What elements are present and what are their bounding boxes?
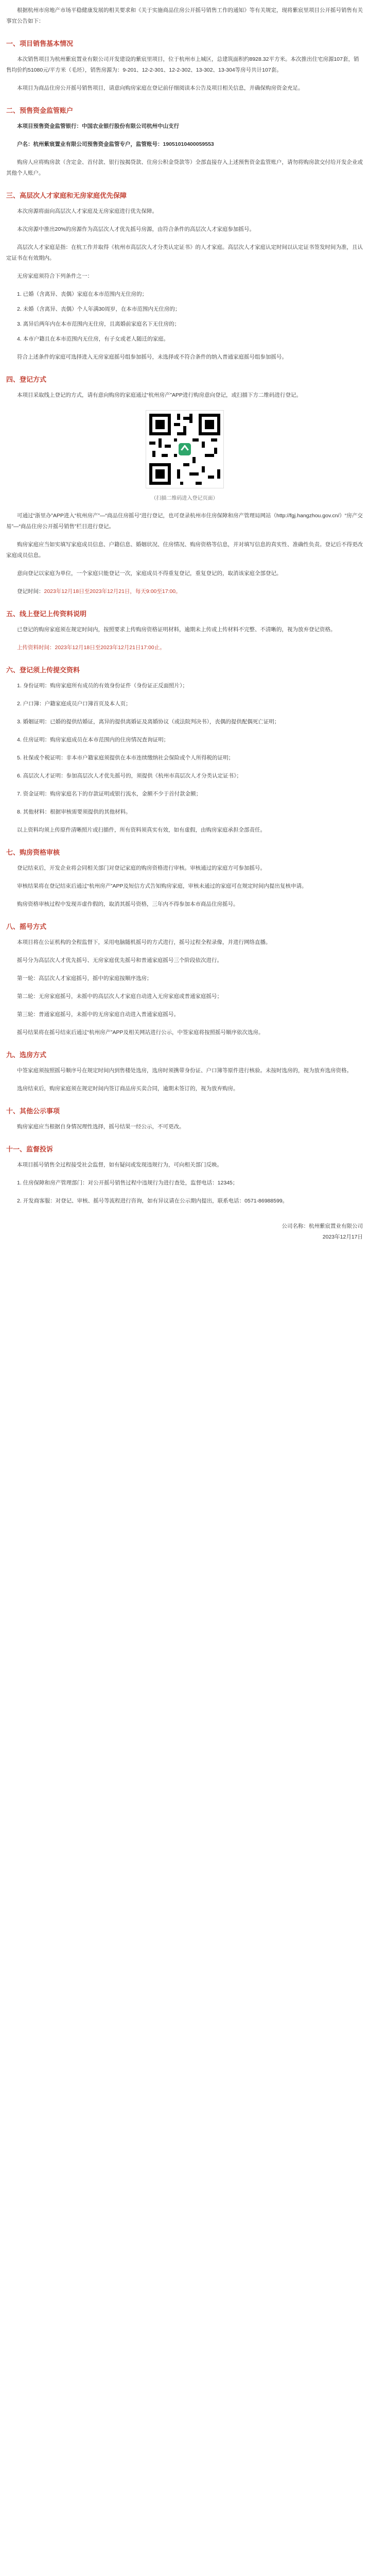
highlight-paragraph: 上传资料时间：2023年12月18日至2023年12月21日17:00止。 bbox=[17, 645, 165, 651]
section-paragraph: 第三轮：普通家庭摇号，未摇中的无房家庭自动进入普通家庭摇号。 bbox=[17, 1011, 179, 1018]
section-paragraph: 选房结束后，购房家庭须在规定时间内签订商品房买卖合同，逾期未签订的，视为放弃购房。 bbox=[17, 1086, 239, 1092]
section-title: 二、预售资金监管账户 bbox=[6, 107, 74, 114]
section-paragraph: 1. 身份证明：购房家庭所有成员的有效身份证件（身份证正反面照片）； bbox=[17, 683, 188, 689]
condition-list bbox=[6, 289, 363, 345]
section-title: 十一、监督投诉 bbox=[6, 1145, 54, 1153]
section-paragraph: 6. 高层次人才证明：参加高层次人才优先摇号的，须提供《杭州市高层次人才分类认定证书》； bbox=[17, 773, 242, 779]
section-paragraph: 第一轮：高层次人才家庭摇号，摇中的家庭按顺序选房； bbox=[17, 975, 152, 981]
section-paragraph: 购房家庭应当根据自身情况理性选择，摇号结果一经公示，不可更改。 bbox=[17, 1124, 185, 1130]
section-paragraph: 本次房源将面向高层次人才家庭及无房家庭进行优先保障。 bbox=[17, 208, 157, 214]
section-title: 十、其他公示事项 bbox=[6, 1107, 60, 1115]
section-paragraph: 第二轮：无房家庭摇号，未摇中的高层次人才家庭自动进入无房家庭或普通家庭摇号； bbox=[17, 993, 222, 999]
section-paragraph: 摇号结果将在摇号结束后通过“杭州房产”APP及相关网站进行公示，中签家庭将按照摇号顺序依次选房。 bbox=[17, 1029, 264, 1036]
list-item: 3. 离异后两年内在本市范围内无住房，且离婚前家庭名下无住房的； bbox=[17, 321, 180, 327]
section-paragraph: 审核结果将在登记结束后通过“杭州房产”APP及短信方式告知购房家庭，审核未通过的家庭可在规定时间内提出复核申请。 bbox=[17, 883, 307, 889]
section-paragraph: 购房资格审核过程中发现弄虚作假的，取消其摇号资格，三年内不得参加本市商品住房摇号。 bbox=[17, 901, 239, 907]
section-paragraph: 4. 住房证明：购房家庭成员在本市范围内的住房情况查询证明； bbox=[17, 737, 169, 743]
intro-paragraph: 根据杭州市房地产市场平稳健康发展的相关要求和《关于实施商品住房公开摇号销售工作的通知》等有关规定，现将紫宸里项目公开摇号销售有关事宜公告如下： bbox=[6, 7, 363, 24]
footer-date: 2023年12月17日 bbox=[322, 1234, 363, 1240]
section-paragraph: 8. 其他材料：根据审核需要须提供的其他材料。 bbox=[17, 809, 131, 815]
section-title: 九、选房方式 bbox=[6, 1051, 47, 1059]
registration-time bbox=[6, 586, 363, 597]
list-item: 2. 未婚（含离异、丧偶）个人年满30周岁，在本市范围内无住房的； bbox=[17, 306, 181, 312]
section-title: 四、登记方式 bbox=[6, 376, 47, 383]
section-title: 七、购房资格审核 bbox=[6, 849, 60, 856]
list-item: 1. 已婚（含离异、丧偶）家庭在本市范围内无住房的； bbox=[17, 291, 148, 297]
qr-code-container bbox=[6, 410, 363, 490]
section-paragraph: 2. 户口簿：户籍家庭成员户口簿首页及本人页； bbox=[17, 701, 131, 707]
section-paragraph: 购房人应将购房款（含定金、首付款、银行按揭贷款、住房公积金贷款等）全部直接存入上述预售资金监管账户，请勿将购房款交付给开发企业或其他个人账户。 bbox=[6, 159, 363, 176]
section-paragraph: 无房家庭须符合下列条件之一： bbox=[17, 273, 93, 279]
section-paragraph: 高层次人才家庭是指：在杭工作并取得《杭州市高层次人才分类认定证书》的人才家庭。高层次人才家庭认定时间以认定证书签发时间为准，且认定证书在有效期内。 bbox=[6, 244, 363, 261]
section-paragraph: 本项目采取线上登记的方式，请有意向购房的家庭通过“杭州房产”APP进行购房意向登记，或扫描下方二维码进行登记。 bbox=[17, 392, 302, 398]
section-title: 八、摇号方式 bbox=[6, 923, 47, 930]
section-paragraph: 本项目预售资金监管银行：中国农业银行股份有限公司杭州中山支行 bbox=[17, 123, 179, 129]
section-paragraph: 本次销售项目为杭州紫宸置业有限公司开发建设的紫宸里项目，位于杭州市上城区，总建筑面积约8928.32平方米。本次推出住宅房源107套，销售均价约51080元/平方米（毛坯），销售房源为：9-201、12-2-301、12-2-302、13-302、13-304等房号共计107套。 bbox=[6, 56, 359, 73]
section-paragraph: 意向登记以家庭为单位，一个家庭只能登记一次，家庭成员不得重复登记，重复登记的，取消该家庭全部登记。 bbox=[17, 570, 282, 577]
section-paragraph: 中签家庭须按照摇号顺序号在规定时间内到售楼处选房，选房时须携带身份证、户口簿等原件进行核验。未按时选房的，视为放弃选房资格。 bbox=[17, 1067, 352, 1074]
footer-company: 公司名称：杭州紫宸置业有限公司 bbox=[282, 1223, 363, 1229]
section-paragraph: 本项目摇号销售全过程接受社会监督，如有疑问或发现违规行为，可向相关部门反映。 bbox=[17, 1162, 222, 1168]
section-paragraph: 已登记的购房家庭须在规定时间内，按照要求上传购房资格证明材料，逾期未上传或上传材料不完整、不清晰的，视为放弃登记资格。 bbox=[17, 626, 336, 633]
qr-code-graphic bbox=[146, 411, 223, 488]
section-paragraph: 以上资料均须上传原件清晰照片或扫描件，所有资料须真实有效，如有虚假，由购房家庭承担全部责任。 bbox=[17, 827, 266, 833]
document-body bbox=[6, 5, 363, 1243]
list-item: 4. 本市户籍且在本市范围内无住房，有子女或老人随迁的家庭。 bbox=[17, 336, 169, 342]
section-paragraph: 1. 住房保障和房产管理部门：对公开摇号销售过程中违规行为进行查处，监督电话：12345； bbox=[17, 1180, 238, 1186]
section-paragraph: 3. 婚姻证明：已婚的提供结婚证，离异的提供离婚证及离婚协议（或法院判决书），丧偶的提供配偶死亡证明； bbox=[17, 719, 280, 725]
document-footer bbox=[6, 1221, 363, 1243]
section-paragraph: 摇号分为高层次人才优先摇号、无房家庭优先摇号和普通家庭摇号三个阶段依次进行。 bbox=[17, 957, 222, 963]
section-paragraph: 可通过“浙里办”APP进入“杭州房产”—“商品住房摇号”进行登记，也可登录杭州市住房保障和房产管理局网站（http://fgj.hangzhou.gov.cn/）“房产交易”—“商品住房公开摇号销售”栏目进行登记。 bbox=[6, 513, 363, 530]
section-paragraph: 户名：杭州紫宸置业有限公司预售资金监管专户，监管账号：19051010400059553 bbox=[17, 141, 214, 147]
registration-time-label: 登记时间： bbox=[17, 588, 44, 595]
section-title: 六、登记须上传提交资料 bbox=[6, 666, 80, 674]
qr-code-icon[interactable] bbox=[146, 410, 224, 488]
qr-caption: （扫描二维码进入登记页面） bbox=[151, 496, 218, 501]
section-title: 五、线上登记上传资料说明 bbox=[6, 610, 87, 618]
section-paragraph: 2. 开发商客服：对登记、审核、摇号等流程进行咨询，如有异议请在公示期内提出，联系电话：0571-86988599。 bbox=[17, 1198, 288, 1204]
section-paragraph: 7. 资金证明：购房家庭名下的存款证明或银行流水，金额不少于首付款金额； bbox=[17, 791, 202, 797]
section-paragraph: 登记结束后，开发企业将会同相关部门对登记家庭的购房资格进行审核。审核通过的家庭方可参加摇号。 bbox=[17, 865, 266, 871]
section-paragraph: 5. 社保或个税证明：非本市户籍家庭须提供在本市连续缴纳社会保险或个人所得税的证明； bbox=[17, 755, 234, 761]
section-paragraph: 本项目将在公证机构的全程监督下，采用电脑随机摇号的方式进行，摇号过程全程录像，并进行网络直播。 bbox=[17, 939, 271, 945]
section-paragraph: 本项目为商品住房公开摇号销售项目，请意向购房家庭在登记前仔细阅读本公告及项目相关信息，并确保购房资金充足。 bbox=[17, 85, 304, 91]
section-paragraph: 本次房源中推出20%的房源作为高层次人才优先摇号房源，由符合条件的高层次人才家庭参加摇号。 bbox=[17, 226, 255, 232]
section-paragraph: 符合上述条件的家庭可选择进入无房家庭摇号组参加摇号，未选择或不符合条件的纳入普通家庭摇号组参加摇号。 bbox=[17, 354, 287, 360]
registration-time-value: 2023年12月18日至2023年12月21日，每天9:00至17:00。 bbox=[44, 588, 181, 595]
section-title: 一、项目销售基本情况 bbox=[6, 40, 74, 47]
section-title: 三、高层次人才家庭和无房家庭优先保障 bbox=[6, 192, 127, 199]
section-paragraph: 购房家庭应当如实填写家庭成员信息、户籍信息、婚姻状况、住房情况、购房资格等信息，并对填写信息的真实性、准确性负责。登记后不得更改家庭成员信息。 bbox=[6, 541, 363, 558]
